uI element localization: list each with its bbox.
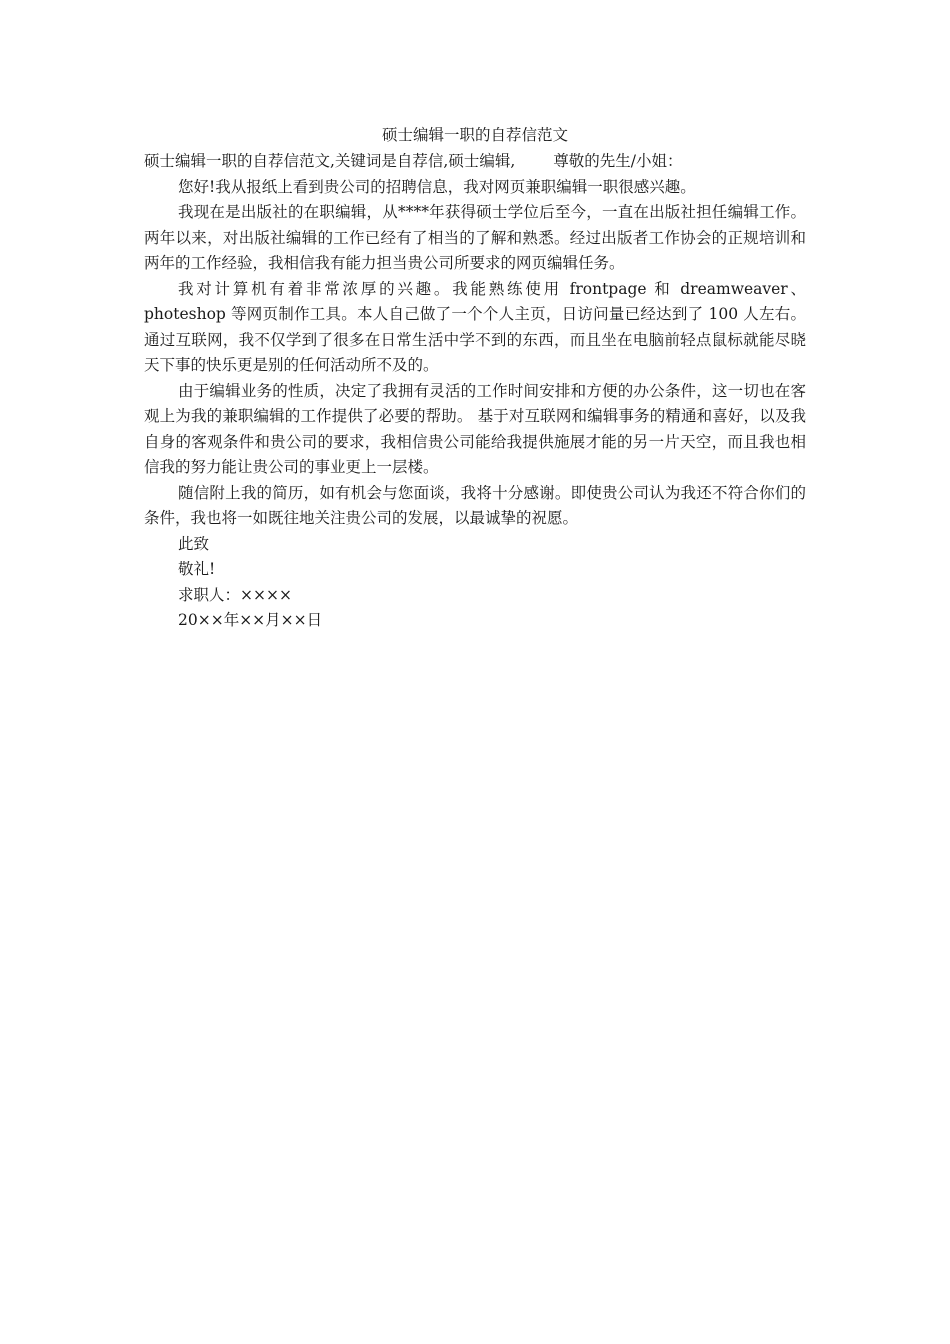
letter-date: 20××年××月××日 — [178, 611, 323, 629]
closing-cizhi: 此致 — [178, 534, 210, 553]
intro-keywords: 硕士编辑一职的自荐信范文,关键词是自荐信,硕士编辑, — [144, 152, 516, 170]
paragraph-conditions: 由于编辑业务的性质，决定了我拥有灵活的工作时间安排和方便的办公条件，这一切也在客观上为我的兼职编辑的工作提供了必要的帮助。 基于对互联网和编辑事务的精通和喜好，以及我自身的客观条件和贵公司的要求，我相信贵公司能给我提供施展才能的另一片天空，而且我也相信我的努力能让贵公司的事业更上一层楼。 — [144, 381, 806, 476]
salutation: 尊敬的先生/小姐： — [553, 152, 683, 170]
paragraph-skills: 我对计算机有着非常浓厚的兴趣。我能熟练使用 frontpage 和 dreamweaver、photeshop 等网页制作工具。本人自己做了一个个人主页，日访问量已经达到了 100 人左右。通过互联网，我不仅学到了很多在日常生活中学不到的东西，而且坐在电脑前轻点鼠标就能尽晓天下事的快乐更是别的任何活动所不及的。 — [144, 279, 806, 374]
paragraph-greeting: 您好!我从报纸上看到贵公司的招聘信息，我对网页兼职编辑一职很感兴趣。 — [178, 177, 696, 196]
signature: 求职人：×××× — [178, 585, 292, 604]
paragraph-closing: 随信附上我的简历，如有机会与您面谈，我将十分感谢。即使贵公司认为我还不符合你们的条件，我也将一如既往地关注贵公司的发展，以最诚挚的祝愿。 — [144, 483, 806, 527]
intro-line — [144, 149, 806, 175]
document-title: 硕士编辑一职的自荐信范文 — [381, 126, 568, 144]
document-body — [144, 122, 806, 634]
paragraph-experience: 我现在是出版社的在职编辑，从****年获得硕士学位后至今，一直在出版社担任编辑工作。两年以来，对出版社编辑的工作已经有了相当的了解和熟悉。经过出版者工作协会的正规培训和两年的工作经验，我相信我有能力担当贵公司所要求的网页编辑任务。 — [144, 203, 806, 272]
closing-jingli: 敬礼! — [178, 560, 216, 578]
